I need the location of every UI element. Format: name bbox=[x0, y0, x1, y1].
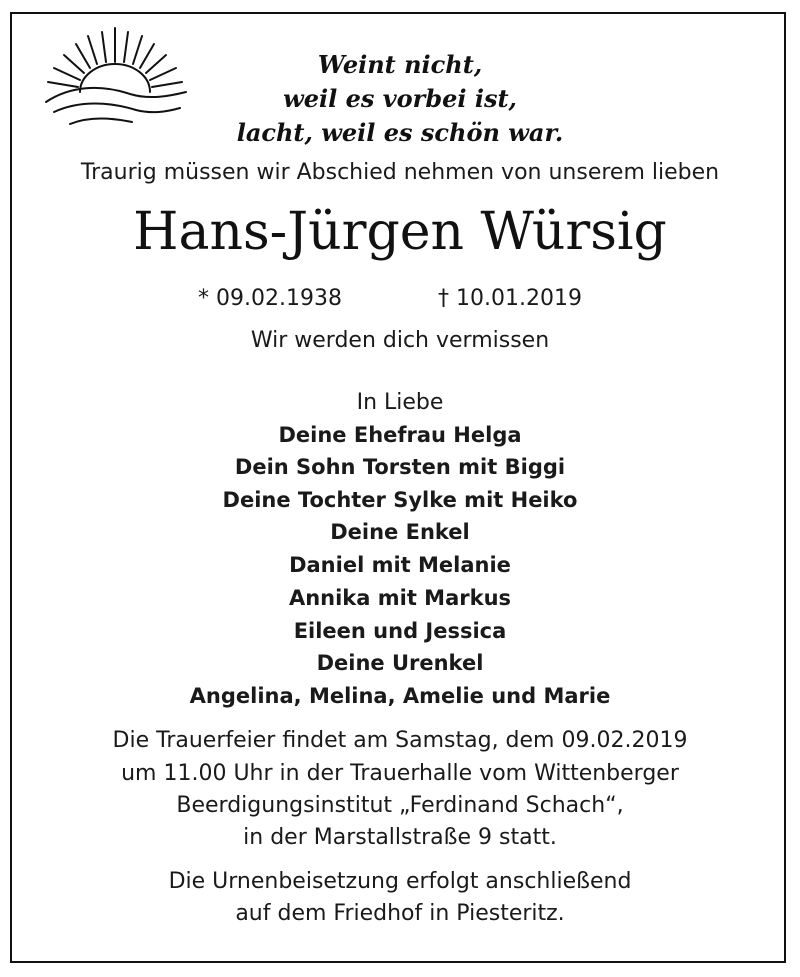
burial-line: auf dem Friedhof in Piesteritz. bbox=[235, 901, 565, 926]
mourner-line: Daniel mit Melanie bbox=[289, 553, 511, 577]
mourner-line: Eileen und Jessica bbox=[293, 619, 507, 643]
mourner-line: Deine Ehefrau Helga bbox=[278, 423, 522, 447]
sunset-icon bbox=[40, 22, 190, 134]
mourner-line: Deine Enkel bbox=[330, 520, 470, 544]
quote-line-1: Weint nicht, bbox=[317, 50, 483, 79]
burial-line: Die Urnenbeisetzung erfolgt anschließend bbox=[168, 869, 632, 894]
intro-text: Traurig müssen wir Abschied nehmen von unserem lieben bbox=[80, 160, 720, 185]
mourner-line: Angelina, Melina, Amelie und Marie bbox=[189, 684, 611, 708]
mourner-line: Dein Sohn Torsten mit Biggi bbox=[234, 455, 566, 479]
missing-text: Wir werden dich vermissen bbox=[250, 328, 550, 353]
ceremony-line: in der Marstallstraße 9 statt. bbox=[243, 825, 557, 850]
mourner-line: Annika mit Markus bbox=[288, 586, 512, 610]
deceased-name: Hans-Jürgen Würsig bbox=[133, 202, 667, 262]
quote-line-3: lacht, weil es schön war. bbox=[236, 118, 564, 147]
life-dates bbox=[0, 286, 800, 316]
ceremony-line: Die Trauerfeier findet am Samstag, dem 09.02.2019 bbox=[112, 728, 688, 753]
love-text: In Liebe bbox=[356, 390, 444, 415]
ceremony-line: um 11.00 Uhr in der Trauerhalle vom Wittenberger bbox=[121, 761, 679, 786]
mourner-line: Deine Urenkel bbox=[316, 651, 484, 675]
quote-line-2: weil es vorbei ist, bbox=[283, 84, 517, 113]
ceremony-line: Beerdigungsinstitut „Ferdinand Schach“, bbox=[176, 793, 624, 818]
birth-date: * 09.02.1938 bbox=[198, 286, 342, 311]
death-date: † 10.01.2019 bbox=[438, 286, 582, 311]
mourner-line: Deine Tochter Sylke mit Heiko bbox=[222, 488, 578, 512]
